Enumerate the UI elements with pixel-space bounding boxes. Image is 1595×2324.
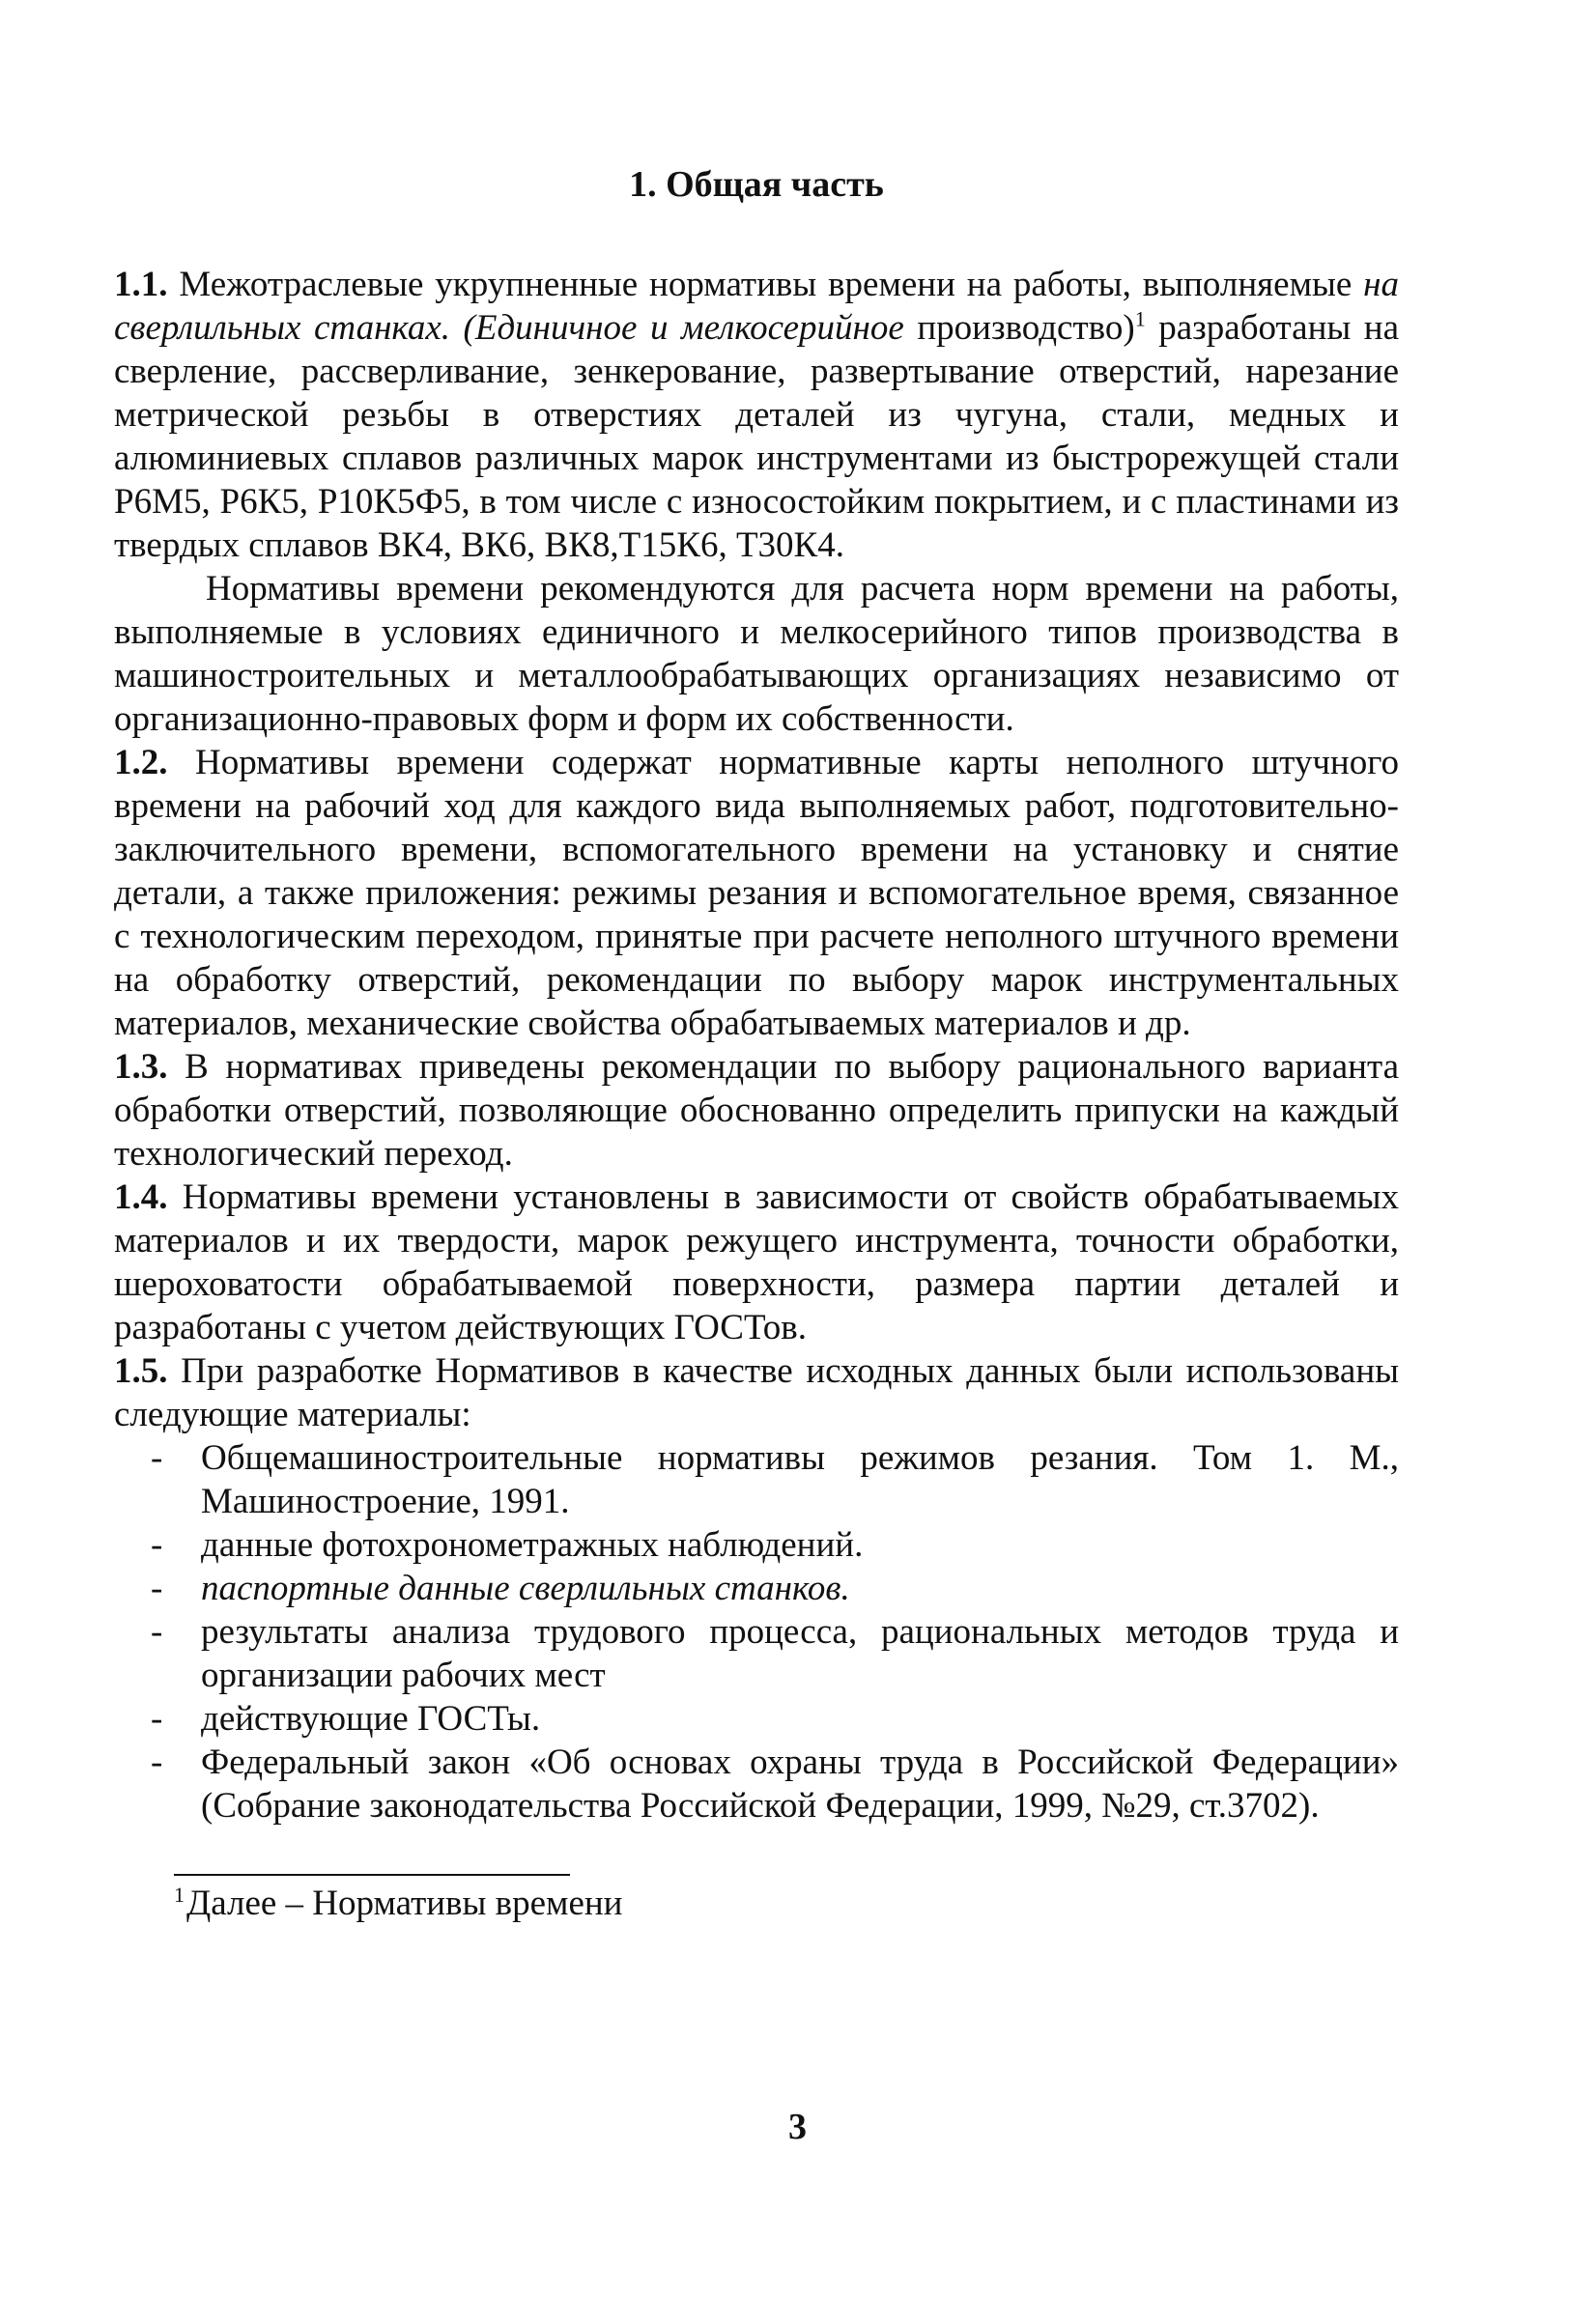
paragraph-1-1 xyxy=(114,263,1399,567)
list-dash: - xyxy=(151,1612,163,1652)
footnote-reference: 1 xyxy=(1134,306,1146,331)
paragraph-number: 1.2. xyxy=(114,743,168,782)
footnote xyxy=(174,1882,1399,1925)
paragraph-number: 1.4. xyxy=(114,1177,168,1217)
paragraph-1-4 xyxy=(114,1176,1399,1349)
paragraph-text: При разработке Нормативов в качестве исходных данных были использованы следующие материалы: xyxy=(114,1351,1399,1434)
list-item xyxy=(114,1523,1399,1567)
paragraph-text: разработаны на сверление, рассверливание, зенкерование, развертывание отверстий, нарезание метрической резьбы в отверстиях деталей из чугуна, стали, медных и алюминиевых сплавов различных марок инструментами из быстрорежущей стали Р6М5, Р6К5, Р10К5Ф5, в том числе с износостойким покрытием, и с пластинами из твердых сплавов ВК4, ВК6, ВК8,Т15К6, Т30К4. xyxy=(114,308,1399,565)
list-dash: - xyxy=(151,1569,163,1608)
list-item xyxy=(114,1610,1399,1697)
list-item xyxy=(114,1436,1399,1523)
list-dash: - xyxy=(151,1699,163,1739)
paragraph-text: Нормативы времени установлены в зависимости от свойств обрабатываемых материалов и их твердости, марок режущего инструмента, точности обработки, шероховатости обрабатываемой поверхности, размера партии деталей и разработаны с учетом действующих ГОСТов. xyxy=(114,1177,1399,1347)
list-item-text: Общемашиностроительные нормативы режимов резания. Том 1. М., Машиностроение, 1991. xyxy=(201,1438,1399,1521)
list-item xyxy=(114,1567,1399,1610)
paragraph-number: 1.1. xyxy=(114,265,168,304)
document-page xyxy=(114,155,1399,1925)
list-item-text: паспортные данные сверлильных станков. xyxy=(201,1569,850,1608)
paragraph-1-5 xyxy=(114,1349,1399,1436)
list-dash: - xyxy=(151,1525,163,1565)
list-item-text: действующие ГОСТы. xyxy=(201,1699,541,1739)
paragraph-italic-text: на сверлильных станках. (Единичное и мелкосерийное xyxy=(114,265,1399,348)
paragraph-number: 1.3. xyxy=(114,1047,168,1087)
footnote-text: Далее – Нормативы времени xyxy=(186,1884,623,1923)
list-item xyxy=(114,1741,1399,1828)
list-item-text: результаты анализа трудового процесса, рациональных методов труда и организации рабочих мест xyxy=(201,1612,1399,1695)
footnote-mark: 1 xyxy=(174,1882,185,1907)
list-item xyxy=(114,1697,1399,1741)
paragraph-1-3 xyxy=(114,1045,1399,1176)
page-number: 3 xyxy=(788,2107,807,2147)
paragraph-text: Нормативы времени содержат нормативные карты неполного штучного времени на рабочий ход для каждого вида выполняемых работ, подготовительно-заключительного времени, вспомогательного времени на установку и снятие детали, а также приложения: режимы резания и вспомогательное время, связанное с технологическим переходом, принятые при расчете неполного штучного времени на обработку отверстий, рекомендации по выбору марок инструментальных материалов, механические свойства обрабатываемых материалов и др. xyxy=(114,743,1399,1043)
paragraph-text: производство) xyxy=(903,308,1135,348)
materials-list xyxy=(114,1436,1399,1828)
list-dash: - xyxy=(151,1438,163,1478)
paragraph-1-2 xyxy=(114,741,1399,1045)
paragraph-text: В нормативах приведены рекомендации по выбору рационального варианта обработки отверстий, позволяющие обоснованно определить припуски на каждый технологический переход. xyxy=(114,1047,1399,1174)
list-dash: - xyxy=(151,1743,163,1782)
paragraph-1-1-continued: Нормативы времени рекомендуются для расчета норм времени на работы, выполняемые в условиях единичного и мелкосерийного типов производства в машиностроительных и металлообрабатывающих организациях независимо от организационно-правовых форм и форм их собственности. xyxy=(114,569,1399,739)
footnote-divider xyxy=(174,1874,570,1876)
list-item-text: данные фотохронометражных наблюдений. xyxy=(201,1525,864,1565)
paragraph-text: Межотраслевые укрупненные нормативы времени на работы, выполняемые xyxy=(167,265,1364,304)
list-item-text: Федеральный закон «Об основах охраны труда в Российской Федерации» (Собрание законодательства Российской Федерации, 1999, №29, ст.3702). xyxy=(201,1743,1399,1826)
section-title: 1. Общая часть xyxy=(629,164,884,205)
paragraph-number: 1.5. xyxy=(114,1351,168,1391)
document-body xyxy=(114,263,1399,1828)
